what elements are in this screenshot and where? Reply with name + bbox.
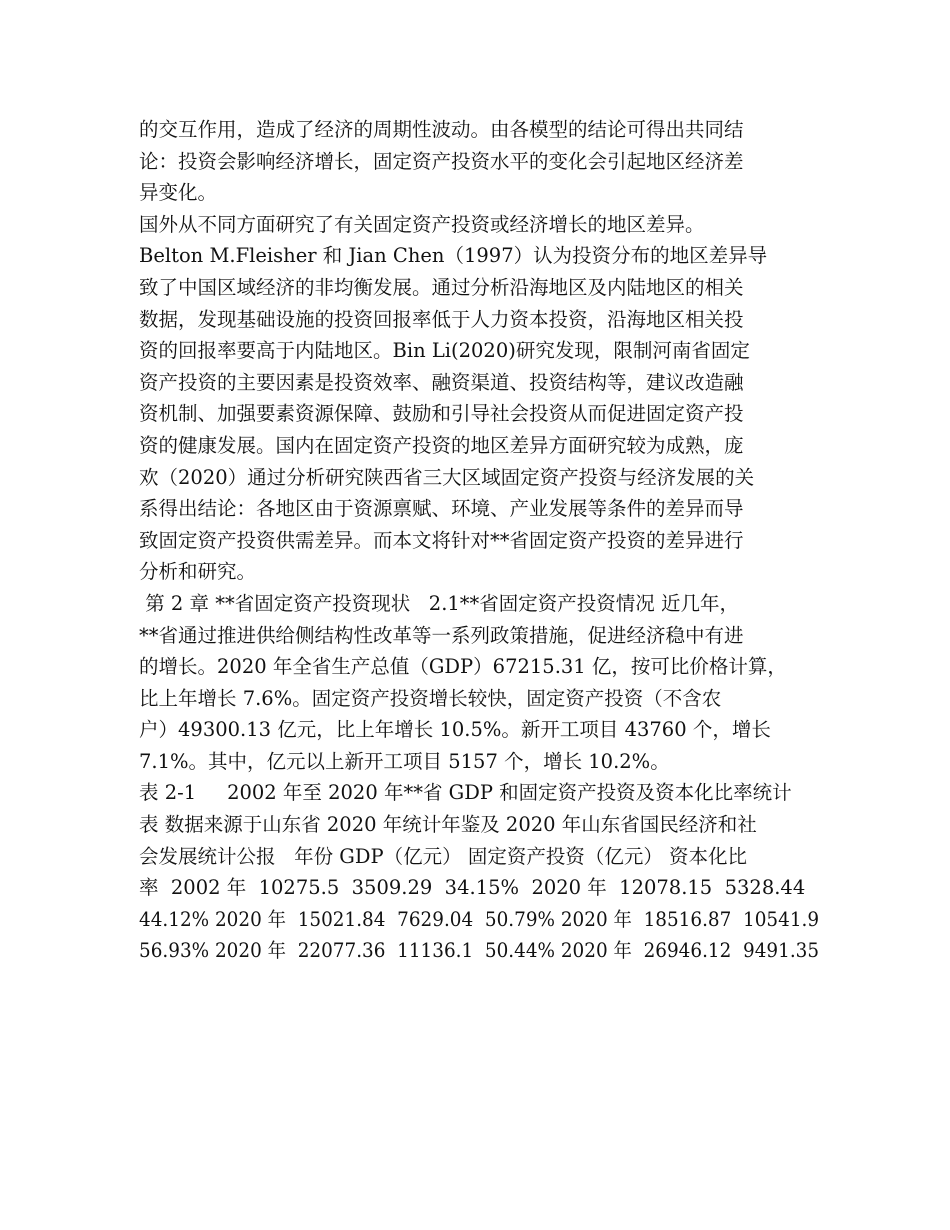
text-line: 系得出结论：各地区由于资源禀赋、环境、产业发展等条件的差异而导	[139, 497, 744, 521]
text-line: 表 数据来源于山东省 2020 年统计年鉴及 2020 年山东省国民经济和社	[139, 813, 757, 837]
text-line: **省通过推进供给侧结构性改革等一系列政策措施，促进经济稳中有进	[139, 623, 744, 647]
text-line: 致了中国区域经济的非均衡发展。通过分析沿海地区及内陆地区的相关	[139, 275, 744, 299]
text-line: 欢（2020）通过分析研究陕西省三大区域固定资产投资与经济发展的关	[139, 465, 755, 489]
text-line: 致固定资产投资供需差异。而本文将针对**省固定资产投资的差异进行	[139, 528, 744, 552]
text-line: 资机制、加强要素资源保障、鼓励和引导社会投资从而促进固定资产投	[139, 402, 744, 426]
text-line: 的增长。2020 年全省生产总值（GDP）67215.31 亿，按可比价格计算，	[139, 655, 787, 679]
text-line: 第 2 章 **省固定资产投资现状 2.1**省固定资产投资情况 近几年，	[139, 591, 740, 615]
text-line: 44.12% 2020 年 15021.84 7629.04 50.79% 2020 年 18516.87 10541.9	[139, 907, 820, 931]
text-line: 的交互作用，造成了经济的周期性波动。由各模型的结论可得出共同结	[139, 118, 744, 141]
text-line: 数据，发现基础设施的投资回报率低于人力资本投资，沿海地区相关投	[139, 307, 744, 331]
text-line: 7.1%。其中，亿元以上新开工项目 5157 个，增长 10.2%。	[139, 749, 670, 773]
text-line: 率 2002 年 10275.5 3509.29 34.15% 2020 年 12078.15 5328.44	[139, 876, 806, 900]
text-line: Belton M.Fleisher 和 Jian Chen（1997）认为投资分布的地区差异导	[139, 244, 768, 268]
text-line: 论：投资会影响经济增长，固定资产投资水平的变化会引起地区经济差	[139, 149, 744, 173]
text-line: 户）49300.13 亿元，比上年增长 10.5%。新开工项目 43760 个，增长	[139, 718, 771, 742]
text-line: 国外从不同方面研究了有关固定资产投资或经济增长的地区差异。	[139, 212, 705, 236]
body-text	[139, 114, 819, 967]
text-line: 比上年增长 7.6%。固定资产投资增长较快，固定资产投资（不含农	[139, 686, 722, 710]
text-line: 分析和研究。	[139, 560, 257, 584]
text-line: 资的健康发展。国内在固定资产投资的地区差异方面研究较为成熟，庞	[139, 433, 744, 457]
text-line: 资的回报率要高于内陆地区。Bin Li(2020)研究发现，限制河南省固定	[139, 339, 750, 363]
text-line: 资产投资的主要因素是投资效率、融资渠道、投资结构等，建议改造融	[139, 370, 744, 394]
text-line: 56.93% 2020 年 22077.36 11136.1 50.44% 2020 年 26946.12 9491.35	[139, 939, 820, 963]
text-line: 异变化。	[139, 181, 218, 205]
text-line: 表 2-1 2002 年至 2020 年**省 GDP 和固定资产投资及资本化比率统计	[139, 781, 792, 805]
text-line: 会发展统计公报 年份 GDP（亿元） 固定资产投资（亿元） 资本化比	[139, 844, 748, 868]
